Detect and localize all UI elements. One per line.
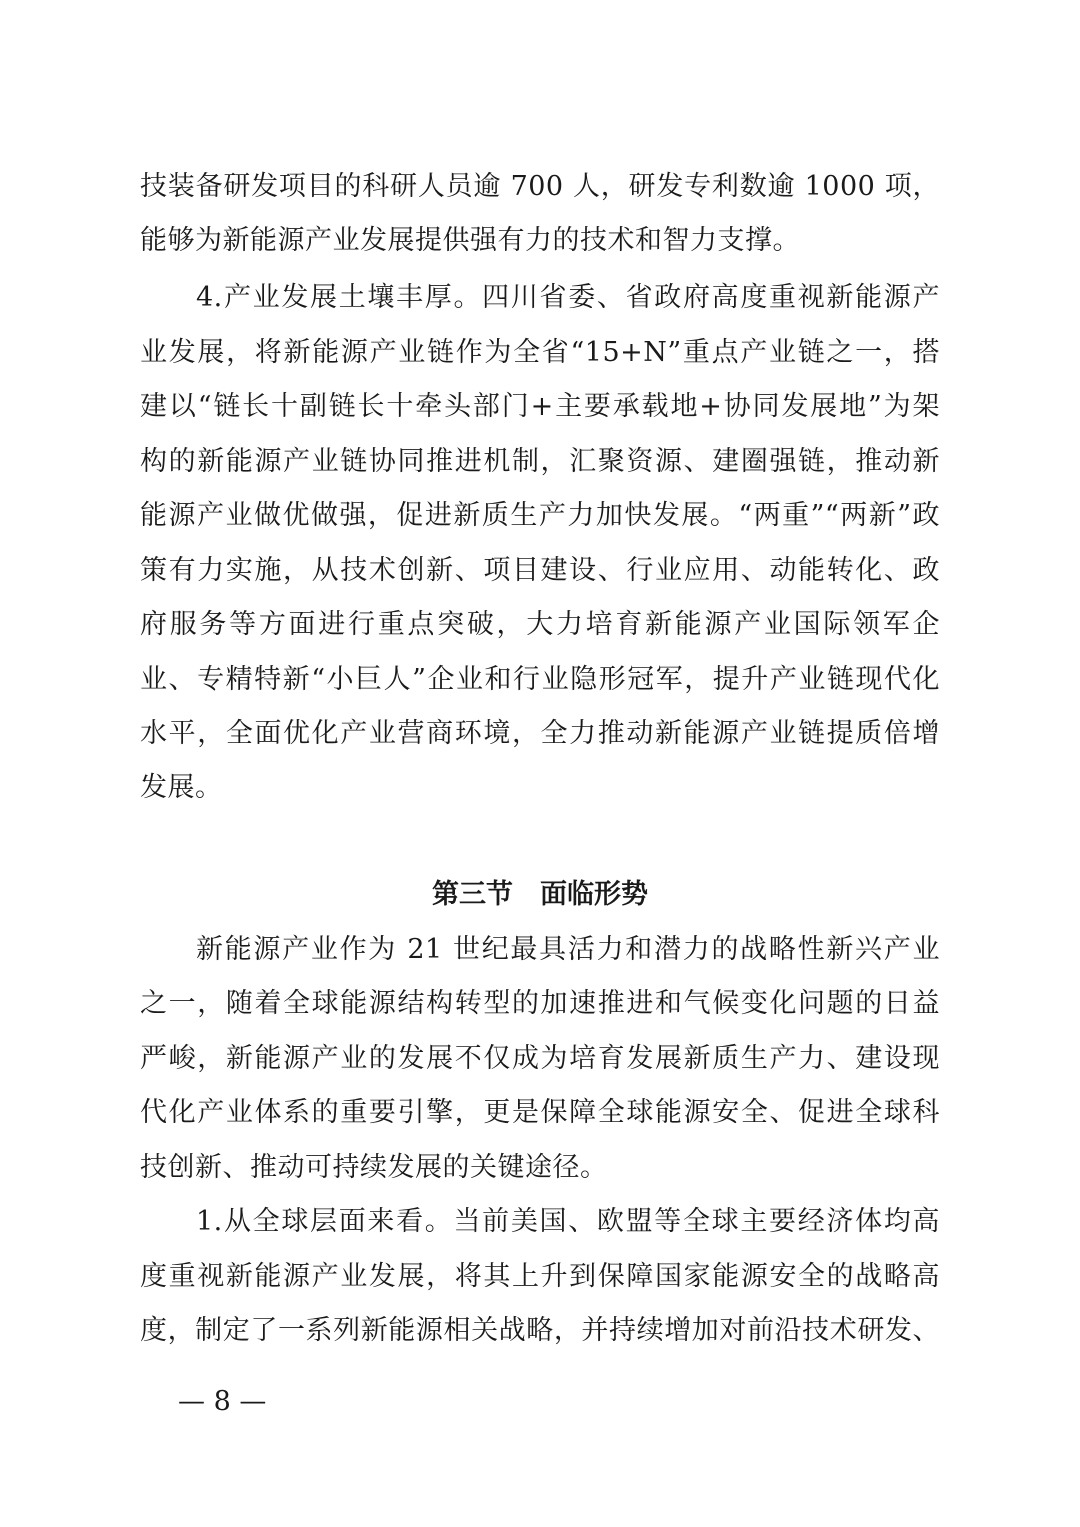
paragraph-2-line-8: 业、专精特新“小巨人”企业和行业隐形冠军，提升产业链现代化 [140,664,940,695]
paragraph-2-line-3: 建以“链长十副链长十牵头部门+主要承载地+协同发展地”为架 [140,391,940,422]
paragraph-3-line-5: 技创新、推动可持续发展的关键途径。 [140,1152,608,1183]
paragraph-4-line-1: 1.从全球层面来看。当前美国、欧盟等全球主要经济体均高 [196,1206,940,1237]
paragraph-2-line-4: 构的新能源产业链协同推进机制，汇聚资源、建圈强链，推动新 [140,446,940,477]
paragraph-2-line-10: 发展。 [140,772,223,803]
paragraph-4-line-3: 度，制定了一系列新能源相关战略，并持续增加对前沿技术研发、 [140,1315,940,1346]
paragraph-3-line-2: 之一，随着全球能源结构转型的加速推进和气候变化问题的日益 [140,988,940,1019]
paragraph-1-line-2: 能够为新能源产业发展提供强有力的技术和智力支撑。 [140,225,800,256]
paragraph-2-line-2: 业发展，将新能源产业链作为全省“15+N”重点产业链之一，搭 [140,337,940,368]
paragraph-1-line-1: 技装备研发项目的科研人员逾 700 人，研发专利数逾 1000 项， [140,171,940,202]
paragraph-2-line-5: 能源产业做优做强，促进新质生产力加快发展。“两重”“两新”政 [140,500,940,531]
paragraph-2-line-7: 府服务等方面进行重点突破，大力培育新能源产业国际领军企 [140,609,940,640]
paragraph-3-line-1: 新能源产业作为 21 世纪最具活力和潜力的战略性新兴产业 [196,934,940,965]
paragraph-3-line-4: 代化产业体系的重要引擎，更是保障全球能源安全、促进全球科 [140,1097,940,1128]
paragraph-2-line-6: 策有力实施，从技术创新、项目建设、行业应用、动能转化、政 [140,555,940,586]
page-number: — 8 — [178,1386,267,1417]
paragraph-4-line-2: 度重视新能源产业发展，将其上升到保障国家能源安全的战略高 [140,1261,940,1292]
paragraph-3-line-3: 严峻，新能源产业的发展不仅成为培育发展新质生产力、建设现 [140,1043,940,1074]
section-heading: 第三节 面临形势 [432,879,648,910]
paragraph-2-line-9: 水平，全面优化产业营商环境，全力推动新能源产业链提质倍增 [140,718,940,749]
paragraph-2-line-1: 4.产业发展土壤丰厚。四川省委、省政府高度重视新能源产 [196,282,940,313]
